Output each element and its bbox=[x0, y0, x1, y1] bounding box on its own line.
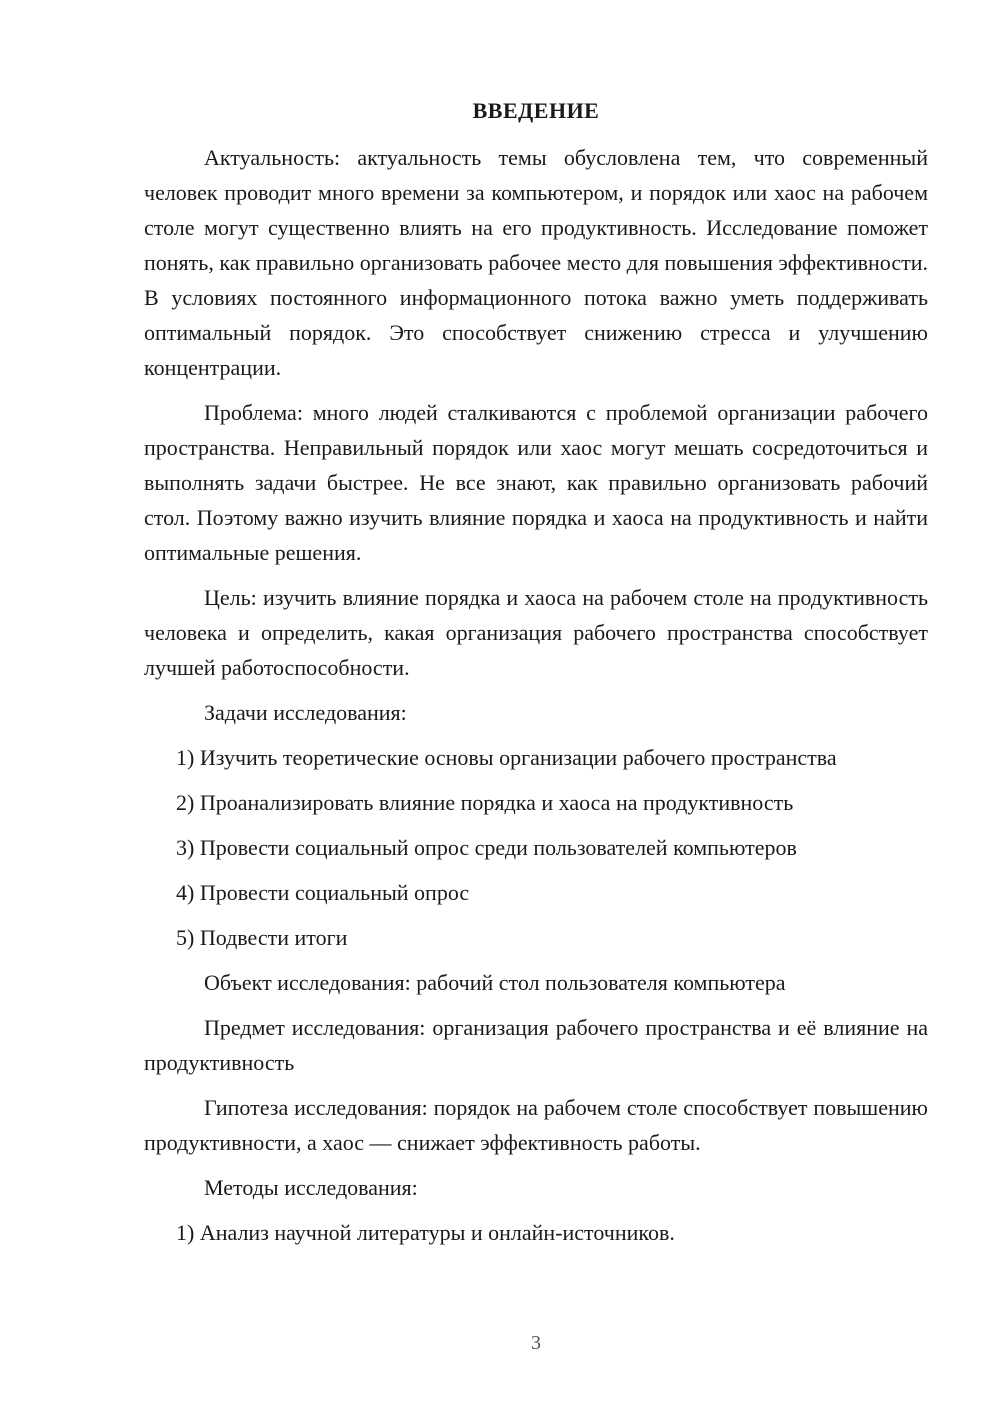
page-title: ВВЕДЕНИЕ bbox=[472, 98, 600, 123]
object-paragraph: Объект исследования: рабочий стол пользователя компьютера bbox=[204, 970, 786, 995]
list-item: 2) Проанализировать влияние порядка и хаоса на продуктивность bbox=[176, 790, 794, 815]
tasks-list bbox=[144, 740, 928, 955]
page-number: 3 bbox=[531, 1332, 541, 1354]
methods-heading: Методы исследования: bbox=[204, 1175, 418, 1200]
tasks-heading: Задачи исследования: bbox=[204, 700, 407, 725]
list-item: 4) Провести социальный опрос bbox=[176, 880, 470, 905]
problem-paragraph: Проблема: много людей сталкиваются с проблемой организации рабочего пространства. Неправильный порядок или хаос могут мешать сосредоточиться и выполнять задачи быстрее. Не все знают, как правильно организовать рабочий стол. Поэтому важно изучить влияние порядка и хаоса на продуктивность и найти оптимальные решения. bbox=[144, 400, 928, 565]
document-page bbox=[144, 96, 928, 1260]
list-item: 3) Провести социальный опрос среди пользователей компьютеров bbox=[176, 835, 797, 860]
goal-paragraph: Цель: изучить влияние порядка и хаоса на рабочем столе на продуктивность человека и определить, какая организация рабочего пространства способствует лучшей работоспособности. bbox=[144, 585, 928, 680]
methods-list bbox=[144, 1215, 928, 1250]
relevance-paragraph: Актуальность: актуальность темы обусловлена тем, что современный человек проводит много времени за компьютером, и порядок или хаос на рабочем столе могут существенно влиять на его продуктивность. Исследование поможет понять, как правильно организовать рабочее место для повышения эффективности. В условиях постоянного информационного потока важно уметь поддерживать оптимальный порядок. Это способствует снижению стресса и улучшению концентрации. bbox=[144, 145, 928, 380]
hypothesis-paragraph: Гипотеза исследования: порядок на рабочем столе способствует повышению продуктивности, а хаос — снижает эффективность работы. bbox=[144, 1095, 928, 1155]
subject-paragraph: Предмет исследования: организация рабочего пространства и её влияние на продуктивность bbox=[144, 1015, 928, 1075]
list-item: 1) Анализ научной литературы и онлайн-источников. bbox=[176, 1220, 675, 1245]
list-item: 1) Изучить теоретические основы организации рабочего пространства bbox=[176, 745, 837, 770]
list-item: 5) Подвести итоги bbox=[176, 925, 348, 950]
